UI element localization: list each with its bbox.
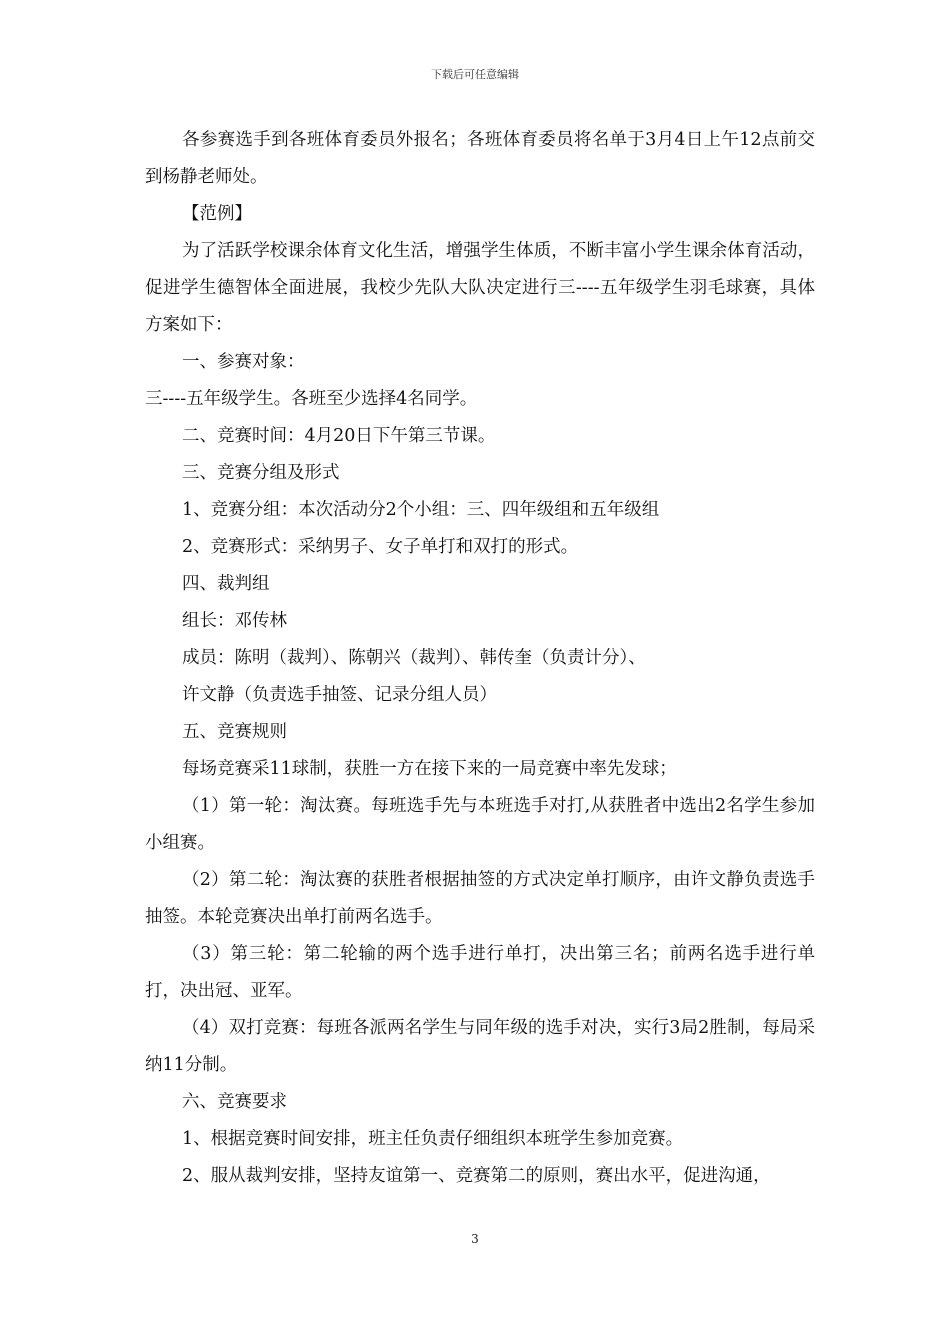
paragraph-members-cont: 许文静（负责选手抽签、记录分组人员） (182, 685, 497, 705)
paragraph-round-1: （1）第一轮：淘汰赛。每班选手先与本班选手对打,从获胜者中选出2名学生参加小组赛。 (145, 796, 815, 853)
section-heading-participants: 一、参赛对象： (182, 352, 305, 372)
paragraph-example-heading: 【范例】 (182, 204, 252, 224)
paragraph-members: 成员：陈明（裁判）、陈朝兴（裁判）、韩传奎（负责计分）、 (182, 648, 646, 668)
paragraph-leader: 组长：邓传林 (182, 611, 287, 631)
page-header: 下载后可任意编辑 (431, 68, 519, 81)
paragraph-intro: 为了活跃学校课余体育文化生活，增强学生体质，不断丰富小学生课余体育活动，促进学生德智体全面进展，我校少先队大队决定进行三----五年级学生羽毛球赛，具体方案如下： (145, 241, 815, 335)
section-heading-requirements: 六、竞赛要求 (182, 1092, 287, 1112)
paragraph-groups: 1、竞赛分组：本次活动分2个小组：三、四年级组和五年级组 (182, 500, 660, 520)
section-heading-referees: 四、裁判组 (182, 574, 270, 594)
paragraph-requirement-2: 2、服从裁判安排，坚持友谊第一、竞赛第二的原则，赛出水平，促进沟通， (182, 1166, 771, 1186)
paragraph-rules: 每场竞赛采11球制，获胜一方在接下来的一局竞赛中率先发球； (182, 759, 677, 779)
section-heading-rules: 五、竞赛规则 (182, 722, 287, 742)
paragraph-format: 2、竞赛形式：采纳男子、女子单打和双打的形式。 (182, 537, 579, 557)
paragraph-registration: 各参赛选手到各班体育委员外报名；各班体育委员将名单于3月4日上午12点前交到杨静老师处。 (145, 130, 815, 187)
document-body (145, 122, 815, 1195)
paragraph-doubles: （4）双打竞赛：每班各派两名学生与同年级的选手对决，实行3局2胜制，每局采纳11分制。 (145, 1018, 815, 1075)
page-number: 3 (471, 1232, 479, 1246)
paragraph-round-3: （3）第三轮：第二轮输的两个选手进行单打，决出第三名；前两名选手进行单打，决出冠、亚军。 (145, 944, 815, 1001)
paragraph-participants: 三----五年级学生。各班至少选择4名同学。 (145, 389, 478, 409)
paragraph-requirement-1: 1、根据竞赛时间安排，班主任负责仔细组织本班学生参加竞赛。 (182, 1129, 684, 1149)
section-heading-time: 二、竞赛时间：4月20日下午第三节课。 (182, 426, 496, 446)
paragraph-round-2: （2）第二轮：淘汰赛的获胜者根据抽签的方式决定单打顺序，由许文静负责选手抽签。本轮竞赛决出单打前两名选手。 (145, 870, 815, 927)
section-heading-groups: 三、竞赛分组及形式 (182, 463, 340, 483)
